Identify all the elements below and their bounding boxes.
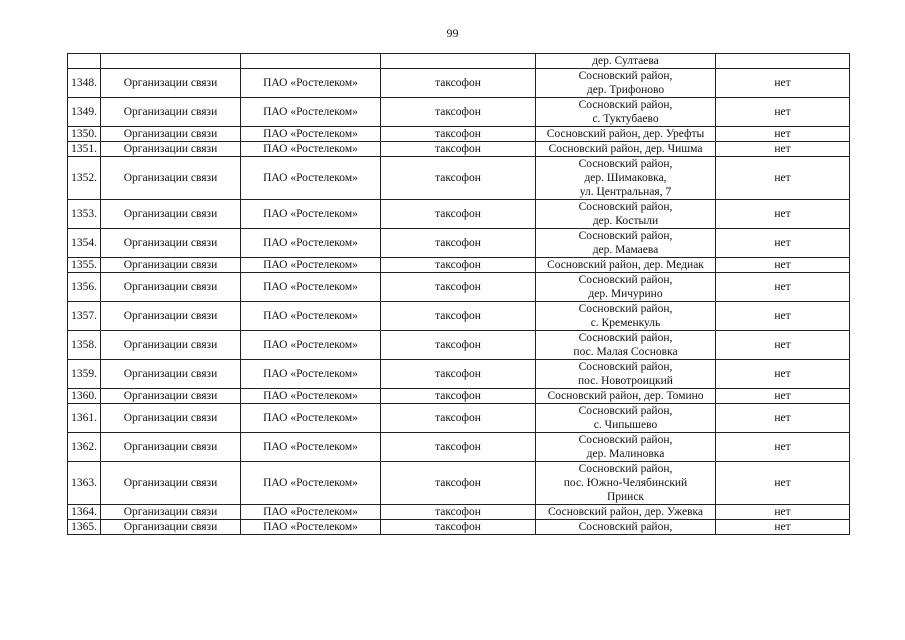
operator-cell: ПАО «Ростелеком» [241,520,381,535]
operator-cell: ПАО «Ростелеком» [241,142,381,157]
page-number: 99 [446,26,459,40]
category-cell: Организации связи [101,360,241,389]
status-cell: нет [716,360,850,389]
address-line: Сосновский район, [578,303,673,315]
status-cell: нет [716,98,850,127]
operator-cell: ПАО «Ростелеком» [241,302,381,331]
table-row [68,302,850,331]
address-line: пос. Малая Сосновка [573,346,678,358]
status-cell: нет [716,69,850,98]
num-cell: 1350. [68,127,101,142]
table-row [68,520,850,535]
address-cell [536,273,716,302]
operator-cell: ПАО «Ростелеком» [241,127,381,142]
type-cell: таксофон [381,229,536,258]
category-cell: Организации связи [101,331,241,360]
status-cell: нет [716,331,850,360]
status-cell [716,54,850,69]
operator-cell: ПАО «Ростелеком» [241,389,381,404]
category-cell: Организации связи [101,157,241,200]
address-line: Сосновский район, дер. Урефты [546,128,705,140]
address-line: дер. Трифоново [586,84,665,96]
address-line: Сосновский район, [578,99,673,111]
num-cell: 1354. [68,229,101,258]
category-cell: Организации связи [101,505,241,520]
num-cell: 1357. [68,302,101,331]
table-row [68,404,850,433]
table-row [68,142,850,157]
type-cell: таксофон [381,331,536,360]
address-line: Сосновский район, [578,521,673,533]
address-line: Сосновский район, [578,434,673,446]
category-cell: Организации связи [101,98,241,127]
status-cell: нет [716,389,850,404]
category-cell: Организации связи [101,229,241,258]
operator-cell [241,54,381,69]
address-line: Сосновский район, [578,332,673,344]
table-row [68,157,850,200]
address-cell [536,462,716,505]
table-row [68,258,850,273]
status-cell: нет [716,127,850,142]
type-cell: таксофон [381,142,536,157]
num-cell: 1353. [68,200,101,229]
status-cell: нет [716,200,850,229]
type-cell: таксофон [381,69,536,98]
address-cell [536,127,716,142]
category-cell: Организации связи [101,404,241,433]
address-cell [536,520,716,535]
operator-cell: ПАО «Ростелеком» [241,258,381,273]
status-cell: нет [716,404,850,433]
num-cell: 1348. [68,69,101,98]
address-cell [536,404,716,433]
address-line: пос. Новотроицкий [578,375,673,387]
table-row [68,462,850,505]
address-line: Сосновский район, [578,274,673,286]
carry-over-row [68,54,850,69]
table-row [68,505,850,520]
address-line: дер. Малиновка [586,448,665,460]
operator-cell: ПАО «Ростелеком» [241,360,381,389]
type-cell [381,54,536,69]
category-cell: Организации связи [101,142,241,157]
table-row [68,389,850,404]
category-cell: Организации связи [101,258,241,273]
address-line: Сосновский район, [578,201,673,213]
address-line: с. Туктубаево [592,113,659,125]
address-line: дер. Костыли [592,215,659,227]
type-cell: таксофон [381,505,536,520]
num-cell: 1358. [68,331,101,360]
table-row [68,229,850,258]
type-cell: таксофон [381,360,536,389]
table-row [68,433,850,462]
category-cell: Организации связи [101,127,241,142]
type-cell: таксофон [381,520,536,535]
num-cell: 1349. [68,98,101,127]
table-row [68,360,850,389]
category-cell: Организации связи [101,302,241,331]
operator-cell: ПАО «Ростелеком» [241,69,381,98]
operator-cell: ПАО «Ростелеком» [241,462,381,505]
operator-cell: ПАО «Ростелеком» [241,331,381,360]
num-cell: 1351. [68,142,101,157]
status-cell: нет [716,302,850,331]
type-cell: таксофон [381,389,536,404]
num-cell: 1362. [68,433,101,462]
address-cell [536,229,716,258]
address-line: Сосновский район, дер. Ужевка [547,506,704,518]
registry-table [67,53,850,535]
status-cell: нет [716,273,850,302]
address-line: Сосновский район, [578,158,673,170]
table-row [68,273,850,302]
type-cell: таксофон [381,302,536,331]
operator-cell: ПАО «Ростелеком» [241,505,381,520]
address-line: дер. Мамаева [592,244,659,256]
status-cell: нет [716,505,850,520]
type-cell: таксофон [381,157,536,200]
category-cell [101,54,241,69]
address-cell [536,157,716,200]
category-cell: Организации связи [101,389,241,404]
type-cell: таксофон [381,404,536,433]
address-line: пос. Южно-Челябинский [563,477,688,489]
address-line: Сосновский район, дер. Чишма [548,143,703,155]
address-cell [536,69,716,98]
address-line: дер. Мичурино [588,288,663,300]
address-line: с. Чипышево [593,419,658,431]
address-line: ул. Центральная, 7 [579,186,672,198]
operator-cell: ПАО «Ростелеком» [241,433,381,462]
num-cell [68,54,101,69]
num-cell: 1360. [68,389,101,404]
address-line: Сосновский район, дер. Томино [547,390,704,402]
type-cell: таксофон [381,98,536,127]
address-cell: дер. Султаева [536,54,716,69]
address-line: Прииск [606,491,645,503]
type-cell: таксофон [381,462,536,505]
type-cell: таксофон [381,273,536,302]
type-cell: таксофон [381,200,536,229]
operator-cell: ПАО «Ростелеком» [241,98,381,127]
address-line: с. Кременкуль [590,317,661,329]
operator-cell: ПАО «Ростелеком» [241,273,381,302]
address-cell [536,389,716,404]
type-cell: таксофон [381,258,536,273]
status-cell: нет [716,433,850,462]
table-row [68,98,850,127]
address-cell [536,360,716,389]
type-cell: таксофон [381,433,536,462]
num-cell: 1359. [68,360,101,389]
category-cell: Организации связи [101,273,241,302]
address-cell [536,331,716,360]
address-line: дер. Шимаковка, [584,172,667,184]
address-cell [536,433,716,462]
num-cell: 1355. [68,258,101,273]
address-line: Сосновский район, [578,405,673,417]
table-body [68,54,850,535]
address-line: Сосновский район, [578,230,673,242]
table-row [68,69,850,98]
operator-cell: ПАО «Ростелеком» [241,200,381,229]
num-cell: 1356. [68,273,101,302]
table-row [68,200,850,229]
status-cell: нет [716,142,850,157]
num-cell: 1364. [68,505,101,520]
address-cell [536,505,716,520]
category-cell: Организации связи [101,433,241,462]
operator-cell: ПАО «Ростелеком» [241,404,381,433]
operator-cell: ПАО «Ростелеком» [241,229,381,258]
category-cell: Организации связи [101,520,241,535]
address-line: Сосновский район, [578,70,673,82]
category-cell: Организации связи [101,462,241,505]
address-cell [536,200,716,229]
address-cell [536,98,716,127]
table-row [68,127,850,142]
operator-cell: ПАО «Ростелеком» [241,157,381,200]
num-cell: 1352. [68,157,101,200]
address-cell [536,142,716,157]
address-line: Сосновский район, [578,361,673,373]
type-cell: таксофон [381,127,536,142]
status-cell: нет [716,229,850,258]
table-row [68,331,850,360]
address-line: Сосновский район, [578,463,673,475]
status-cell: нет [716,157,850,200]
num-cell: 1365. [68,520,101,535]
status-cell: нет [716,462,850,505]
address-cell [536,302,716,331]
num-cell: 1361. [68,404,101,433]
num-cell: 1363. [68,462,101,505]
category-cell: Организации связи [101,200,241,229]
address-line: Сосновский район, дер. Медиак [547,259,704,271]
status-cell: нет [716,258,850,273]
address-cell [536,258,716,273]
status-cell: нет [716,520,850,535]
category-cell: Организации связи [101,69,241,98]
